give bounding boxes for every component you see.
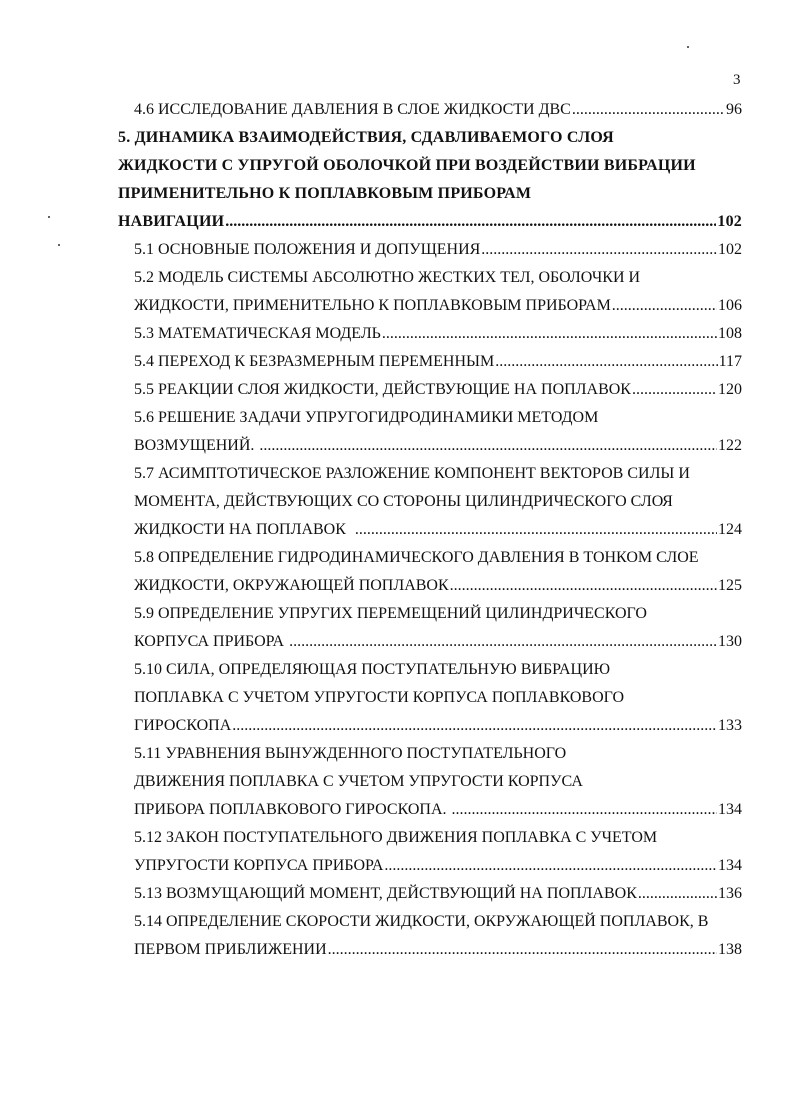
toc-page-number: 120	[718, 381, 742, 398]
toc-entry-title: ЖИДКОСТИ НА ПОПЛАВОК	[134, 521, 354, 538]
toc-entry	[118, 712, 742, 740]
toc-entry	[118, 852, 742, 880]
toc-leader-dots	[384, 852, 717, 880]
toc-heading-line: 5.10 СИЛА, ОПРЕДЕЛЯЮЩАЯ ПОСТУПАТЕЛЬНУЮ ВИБРАЦИЮ	[134, 661, 611, 678]
toc-page-number: 133	[718, 717, 742, 734]
toc-entry	[118, 208, 742, 236]
toc-entry	[118, 516, 742, 544]
toc-entry	[118, 376, 742, 404]
toc-entry-title: 5.13 ВОЗМУЩАЮЩИЙ МОМЕНТ, ДЕЙСТВУЮЩИЙ НА ПОПЛАВОК	[134, 885, 637, 902]
toc-leader-dots	[612, 292, 717, 320]
toc-leader-dots	[452, 796, 717, 824]
toc-entry-title: КОРПУСА ПРИБОРА	[134, 633, 289, 650]
toc-leader-dots	[450, 572, 717, 600]
toc-entry-title: 5.4 ПЕРЕХОД К БЕЗРАЗМЕРНЫМ ПЕРЕМЕННЫМ	[134, 353, 495, 370]
toc-leader-dots	[632, 376, 717, 404]
toc-entry-title: ЖИДКОСТИ, ОКРУЖАЮЩЕЙ ПОПЛАВОК	[134, 577, 449, 594]
toc-page-number: 96	[726, 101, 742, 118]
table-of-contents	[118, 96, 742, 964]
toc-page-number: 106	[718, 297, 742, 314]
toc-heading-line: ЖИДКОСТИ С УПРУГОЙ ОБОЛОЧКОЙ ПРИ ВОЗДЕЙСТВИИ ВИБРАЦИИ	[118, 157, 696, 174]
toc-page-number: 134	[718, 801, 742, 818]
toc-leader-dots	[382, 320, 717, 348]
toc-entry-title: НАВИГАЦИИ	[118, 213, 225, 230]
toc-entry	[118, 236, 742, 264]
toc-leader-dots	[225, 208, 716, 236]
toc-page-number: 125	[718, 577, 742, 594]
toc-page-number: 124	[718, 521, 742, 538]
toc-leader-dots	[638, 880, 717, 908]
toc-page-number: 122	[718, 437, 742, 454]
toc-entry-title: 5.1 ОСНОВНЫЕ ПОЛОЖЕНИЯ И ДОПУЩЕНИЯ	[134, 241, 481, 258]
toc-entry	[118, 320, 742, 348]
toc-entry-title: 5.5 РЕАКЦИИ СЛОЯ ЖИДКОСТИ, ДЕЙСТВУЮЩИЕ НА ПОПЛАВОК	[134, 381, 631, 398]
toc-entry	[118, 572, 742, 600]
scan-speck	[58, 244, 60, 246]
toc-heading-line: 5.14 ОПРЕДЕЛЕНИЕ СКОРОСТИ ЖИДКОСТИ, ОКРУЖАЮЩЕЙ ПОПЛАВОК, В	[134, 913, 709, 930]
toc-page-number: 130	[718, 633, 742, 650]
toc-page-number: 138	[718, 941, 742, 958]
toc-heading-line: 5.6 РЕШЕНИЕ ЗАДАЧИ УПРУГОГИДРОДИНАМИКИ МЕТОДОМ	[134, 409, 599, 426]
toc-page-number: 134	[718, 857, 742, 874]
toc-leader-dots	[289, 628, 717, 656]
toc-entry-title: 5.3 МАТЕМАТИЧЕСКАЯ МОДЕЛЬ	[134, 325, 381, 342]
toc-entry-title: ЖИДКОСТИ, ПРИМЕНИТЕЛЬНО К ПОПЛАВКОВЫМ ПРИБОРАМ	[134, 297, 611, 314]
toc-heading-line: 5.11 УРАВНЕНИЯ ВЫНУЖДЕННОГО ПОСТУПАТЕЛЬНОГО	[134, 745, 567, 762]
toc-entry-title: ПЕРВОМ ПРИБЛИЖЕНИИ	[134, 941, 327, 958]
toc-leader-dots	[259, 432, 717, 460]
toc-page-number: 102	[717, 213, 742, 230]
toc-entry	[118, 936, 742, 964]
toc-entry-title: 4.6 ИССЛЕДОВАНИЕ ДАВЛЕНИЯ В СЛОЕ ЖИДКОСТИ ДВС	[134, 101, 571, 118]
toc-heading-line: 5.12 ЗАКОН ПОСТУПАТЕЛЬНОГО ДВИЖЕНИЯ ПОПЛАВКА С УЧЕТОМ	[134, 829, 658, 846]
toc-leader-dots	[572, 96, 725, 124]
toc-heading-line: 5.9 ОПРЕДЕЛЕНИЕ УПРУГИХ ПЕРЕМЕЩЕНИЙ ЦИЛИНДРИЧЕСКОГО	[134, 605, 647, 622]
toc-entry	[118, 796, 742, 824]
toc-heading-line: МОМЕНТА, ДЕЙСТВУЮЩИХ СО СТОРОНЫ ЦИЛИНДРИЧЕСКОГО СЛОЯ	[134, 493, 673, 510]
toc-heading-line: 5.7 АСИМПТОТИЧЕСКОЕ РАЗЛОЖЕНИЕ КОМПОНЕНТ ВЕКТОРОВ СИЛЫ И	[134, 465, 690, 482]
toc-leader-dots	[232, 712, 717, 740]
toc-entry	[118, 880, 742, 908]
toc-heading-line: ДВИЖЕНИЯ ПОПЛАВКА С УЧЕТОМ УПРУГОСТИ КОРПУСА	[134, 773, 583, 790]
toc-page-number: 102	[718, 241, 742, 258]
page-number: 3	[733, 72, 741, 88]
toc-entry	[118, 96, 742, 124]
toc-heading-line: 5.8 ОПРЕДЕЛЕНИЕ ГИДРОДИНАМИЧЕСКОГО ДАВЛЕНИЯ В ТОНКОМ СЛОЕ	[134, 549, 699, 566]
toc-leader-dots	[481, 236, 717, 264]
scan-speck	[48, 216, 50, 218]
toc-leader-dots	[355, 516, 717, 544]
toc-heading-line: ПРИМЕНИТЕЛЬНО К ПОПЛАВКОВЫМ ПРИБОРАМ	[118, 185, 532, 202]
toc-entry-title: УПРУГОСТИ КОРПУСА ПРИБОРА	[134, 857, 384, 874]
toc-entry	[118, 628, 742, 656]
toc-leader-dots	[328, 936, 717, 964]
toc-entry-title: ГИРОСКОПА	[134, 717, 232, 734]
toc-heading-line: 5. ДИНАМИКА ВЗАИМОДЕЙСТВИЯ, СДАВЛИВАЕМОГО СЛОЯ	[118, 129, 614, 146]
toc-entry	[118, 348, 742, 376]
toc-page-number: 108	[718, 325, 742, 342]
toc-entry-title: ВОЗМУЩЕНИЙ.	[134, 437, 259, 454]
toc-page-number: 136	[718, 885, 742, 902]
toc-entry	[118, 432, 742, 460]
scan-speck	[687, 46, 689, 48]
toc-entry	[118, 292, 742, 320]
toc-leader-dots	[495, 348, 717, 376]
toc-heading-line: ПОПЛАВКА С УЧЕТОМ УПРУГОСТИ КОРПУСА ПОПЛАВКОВОГО	[134, 689, 625, 706]
toc-page-number: 117	[718, 353, 742, 370]
toc-entry-title: ПРИБОРА ПОПЛАВКОВОГО ГИРОСКОПА.	[134, 801, 451, 818]
toc-heading-line: 5.2 МОДЕЛЬ СИСТЕМЫ АБСОЛЮТНО ЖЕСТКИХ ТЕЛ, ОБОЛОЧКИ И	[134, 269, 641, 286]
